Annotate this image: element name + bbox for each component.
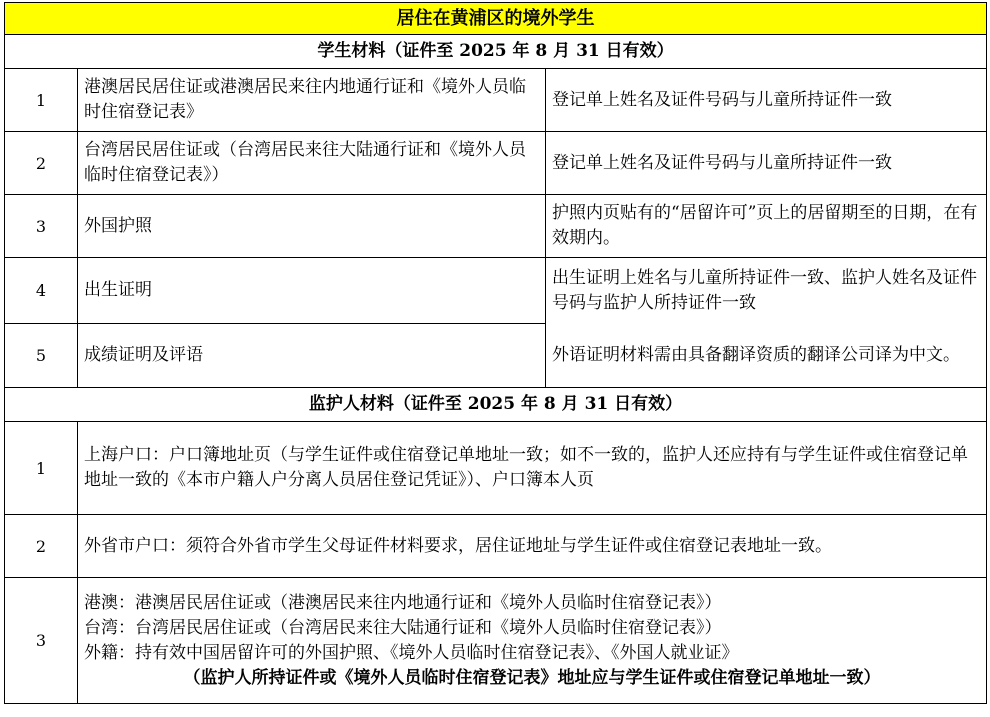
guardian-section-header: 监护人材料（证件至 2025 年 8 月 31 日有效） xyxy=(5,388,987,422)
requirement-cell: 登记单上姓名及证件号码与儿童所持证件一致 xyxy=(546,69,987,132)
document-cell: 出生证明 xyxy=(78,258,546,324)
student-section-header: 学生材料（证件至 2025 年 8 月 31 日有效） xyxy=(5,35,987,69)
translation-requirement-cell: 外语证明材料需由具备翻译资质的翻译公司译为中文。 xyxy=(546,324,987,388)
table-row xyxy=(5,578,987,704)
requirement-cell: 登记单上姓名及证件号码与儿童所持证件一致 xyxy=(546,132,987,195)
table-row xyxy=(5,422,987,515)
row-number: 2 xyxy=(5,515,78,578)
foreign-line: 外籍：持有效中国居留许可的外国护照、《境外人员临时住宿登记表》、《外国人就业证》 xyxy=(84,642,739,663)
guardian-material-cell: 上海户口：户口簿地址页（与学生证件或住宿登记单地址一致；如不一致的，监护人还应持有与学生证件或住宿登记单地址一致的《本市户籍人户分离人员居住登记凭证》）、户口簿本人页 xyxy=(78,422,987,515)
table-row xyxy=(5,69,987,132)
row-number: 5 xyxy=(5,324,78,388)
address-note: （监护人所持证件或《境外人员临时住宿登记表》地址应与学生证件或住宿登记单地址一致） xyxy=(183,667,881,688)
document-cell: 成绩证明及评语 xyxy=(78,324,546,388)
requirement-cell: 出生证明上姓名与儿童所持证件一致、监护人姓名及证件号码与监护人所持证件一致 xyxy=(546,258,987,324)
row-number: 1 xyxy=(5,69,78,132)
guardian-material-cell xyxy=(78,578,987,704)
table-row xyxy=(5,515,987,578)
hk-macao-line: 港澳：港澳居民居住证或（港澳居民来往内地通行证和《境外人员临时住宿登记表》） xyxy=(84,592,722,613)
table-row xyxy=(5,324,987,388)
document-cell: 外国护照 xyxy=(78,195,546,258)
admission-materials-table xyxy=(4,2,987,704)
document-cell: 台湾居民居住证或（台湾居民来往大陆通行证和《境外人员临时住宿登记表》） xyxy=(78,132,546,195)
row-number: 1 xyxy=(5,422,78,515)
guardian-material-cell: 外省市户口：须符合外省市学生父母证件材料要求，居住证地址与学生证件或住宿登记表地址一致。 xyxy=(78,515,987,578)
taiwan-line: 台湾：台湾居民居住证或（台湾居民来往大陆通行证和《境外人员临时住宿登记表》） xyxy=(84,617,722,638)
row-number: 3 xyxy=(5,195,78,258)
table-row xyxy=(5,132,987,195)
row-number: 3 xyxy=(5,578,78,704)
table-row xyxy=(5,258,987,324)
row-number: 4 xyxy=(5,258,78,324)
requirement-cell: 护照内页贴有的“居留许可”页上的居留期至的日期，在有效期内。 xyxy=(546,195,987,258)
table-title: 居住在黄浦区的境外学生 xyxy=(5,3,987,35)
document-cell: 港澳居民居住证或港澳居民来往内地通行证和《境外人员临时住宿登记表》 xyxy=(78,69,546,132)
table-row xyxy=(5,195,987,258)
row-number: 2 xyxy=(5,132,78,195)
